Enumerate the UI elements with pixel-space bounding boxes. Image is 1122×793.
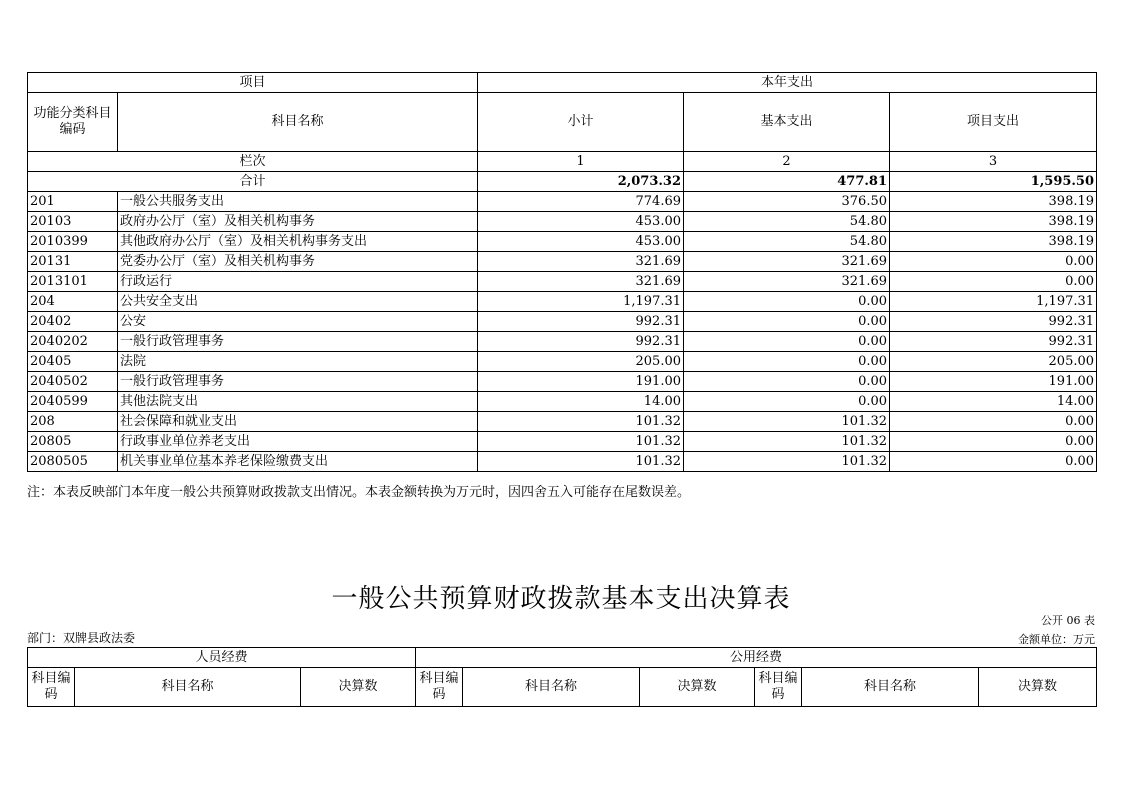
table-row [28,192,1097,212]
header-basic: 基本支出 [684,93,890,152]
basic-expense-table [27,647,1097,707]
table-row [28,252,1097,272]
header-subject-name: 科目名称 [118,93,478,152]
amount-unit-label: 金额单位：万元 [1018,633,1095,646]
row-subject-name: 公共安全支出 [118,292,478,312]
total-subtotal: 2,073.32 [478,172,684,192]
expense-table [27,72,1097,472]
total-project: 1,595.50 [890,172,1097,192]
column-no-label: 栏次 [28,152,478,172]
row-subtotal: 191.00 [478,372,684,392]
row-basic: 321.69 [684,272,890,292]
row-project: 0.00 [890,252,1097,272]
row-project: 0.00 [890,432,1097,452]
row-project: 0.00 [890,412,1097,432]
row-basic: 0.00 [684,312,890,332]
header-project: 项目支出 [890,93,1097,152]
row-code: 2040202 [28,332,118,352]
row-basic: 101.32 [684,412,890,432]
row-basic: 54.80 [684,212,890,232]
row-subtotal: 321.69 [478,272,684,292]
table-row [28,372,1097,392]
row-subject-name: 法院 [118,352,478,372]
table-row [28,212,1097,232]
amount-header-2: 决算数 [640,668,755,707]
row-subtotal: 992.31 [478,312,684,332]
row-basic: 0.00 [684,372,890,392]
row-basic: 54.80 [684,232,890,252]
public-use-expense-header: 公用经费 [416,648,1097,668]
header-item: 项目 [28,73,478,93]
amount-header-1: 决算数 [301,668,416,707]
total-label: 合计 [28,172,478,192]
row-subtotal: 101.32 [478,452,684,472]
row-code: 20805 [28,432,118,452]
row-basic: 101.32 [684,432,890,452]
row-subtotal: 101.32 [478,412,684,432]
row-subject-name: 行政事业单位养老支出 [118,432,478,452]
row-basic: 0.00 [684,332,890,352]
table-row [28,392,1097,412]
personnel-expense-header: 人员经费 [28,648,416,668]
row-project: 1,197.31 [890,292,1097,312]
table-row [28,352,1097,372]
row-subject-name: 其他法院支出 [118,392,478,412]
code-header-2: 科目编码 [416,668,463,707]
row-project: 398.19 [890,192,1097,212]
row-subject-name: 一般公共服务支出 [118,192,478,212]
row-subtotal: 992.31 [478,332,684,352]
table-row [28,272,1097,292]
row-code: 20131 [28,252,118,272]
row-code: 20402 [28,312,118,332]
row-subject-name: 社会保障和就业支出 [118,412,478,432]
table-row [28,432,1097,452]
row-project: 398.19 [890,232,1097,252]
row-project: 0.00 [890,272,1097,292]
table-row [28,312,1097,332]
row-project: 191.00 [890,372,1097,392]
column-no-2: 2 [684,152,890,172]
table-note: 注：本表反映部门本年度一般公共预算财政拨款支出情况。本表金额转换为万元时，因四舍五入可能存在尾数误差。 [27,485,691,500]
row-subtotal: 1,197.31 [478,292,684,312]
row-subtotal: 774.69 [478,192,684,212]
row-basic: 0.00 [684,292,890,312]
row-code: 2080505 [28,452,118,472]
row-subject-name: 机关事业单位基本养老保险缴费支出 [118,452,478,472]
table-row [28,332,1097,352]
code-header-1: 科目编码 [28,668,75,707]
row-project: 14.00 [890,392,1097,412]
row-subject-name: 行政运行 [118,272,478,292]
row-basic: 0.00 [684,352,890,372]
name-header-3: 科目名称 [802,668,979,707]
row-subtotal: 453.00 [478,212,684,232]
row-basic: 101.32 [684,452,890,472]
column-no-3: 3 [890,152,1097,172]
row-code: 20405 [28,352,118,372]
row-code: 201 [28,192,118,212]
row-basic: 0.00 [684,392,890,412]
row-project: 0.00 [890,452,1097,472]
row-basic: 376.50 [684,192,890,212]
table-row [28,292,1097,312]
header-func-code: 功能分类科目编码 [28,93,118,152]
row-code: 20103 [28,212,118,232]
page-title: 一般公共预算财政拨款基本支出决算表 [331,584,791,614]
row-code: 2013101 [28,272,118,292]
row-code: 2040599 [28,392,118,412]
amount-header-3: 决算数 [979,668,1097,707]
row-subject-name: 党委办公厅（室）及相关机构事务 [118,252,478,272]
column-no-1: 1 [478,152,684,172]
name-header-1: 科目名称 [75,668,301,707]
row-code: 2040502 [28,372,118,392]
row-subject-name: 一般行政管理事务 [118,372,478,392]
row-subject-name: 其他政府办公厅（室）及相关机构事务支出 [118,232,478,252]
row-code: 204 [28,292,118,312]
row-subtotal: 205.00 [478,352,684,372]
row-subtotal: 321.69 [478,252,684,272]
table-row [28,452,1097,472]
row-subject-name: 政府办公厅（室）及相关机构事务 [118,212,478,232]
department-label: 部门：双牌县政法委 [27,631,136,645]
row-project: 398.19 [890,212,1097,232]
public-table-number: 公开 06 表 [1041,614,1095,627]
row-subject-name: 一般行政管理事务 [118,332,478,352]
header-subtotal: 小计 [478,93,684,152]
row-subtotal: 14.00 [478,392,684,412]
row-project: 992.31 [890,332,1097,352]
row-subject-name: 公安 [118,312,478,332]
code-header-3: 科目编码 [755,668,802,707]
row-subtotal: 453.00 [478,232,684,252]
row-code: 208 [28,412,118,432]
table-row [28,412,1097,432]
row-basic: 321.69 [684,252,890,272]
total-basic: 477.81 [684,172,890,192]
header-current-year-expense: 本年支出 [478,73,1097,93]
table-row [28,232,1097,252]
name-header-2: 科目名称 [463,668,640,707]
row-project: 205.00 [890,352,1097,372]
row-code: 2010399 [28,232,118,252]
row-subtotal: 101.32 [478,432,684,452]
row-project: 992.31 [890,312,1097,332]
